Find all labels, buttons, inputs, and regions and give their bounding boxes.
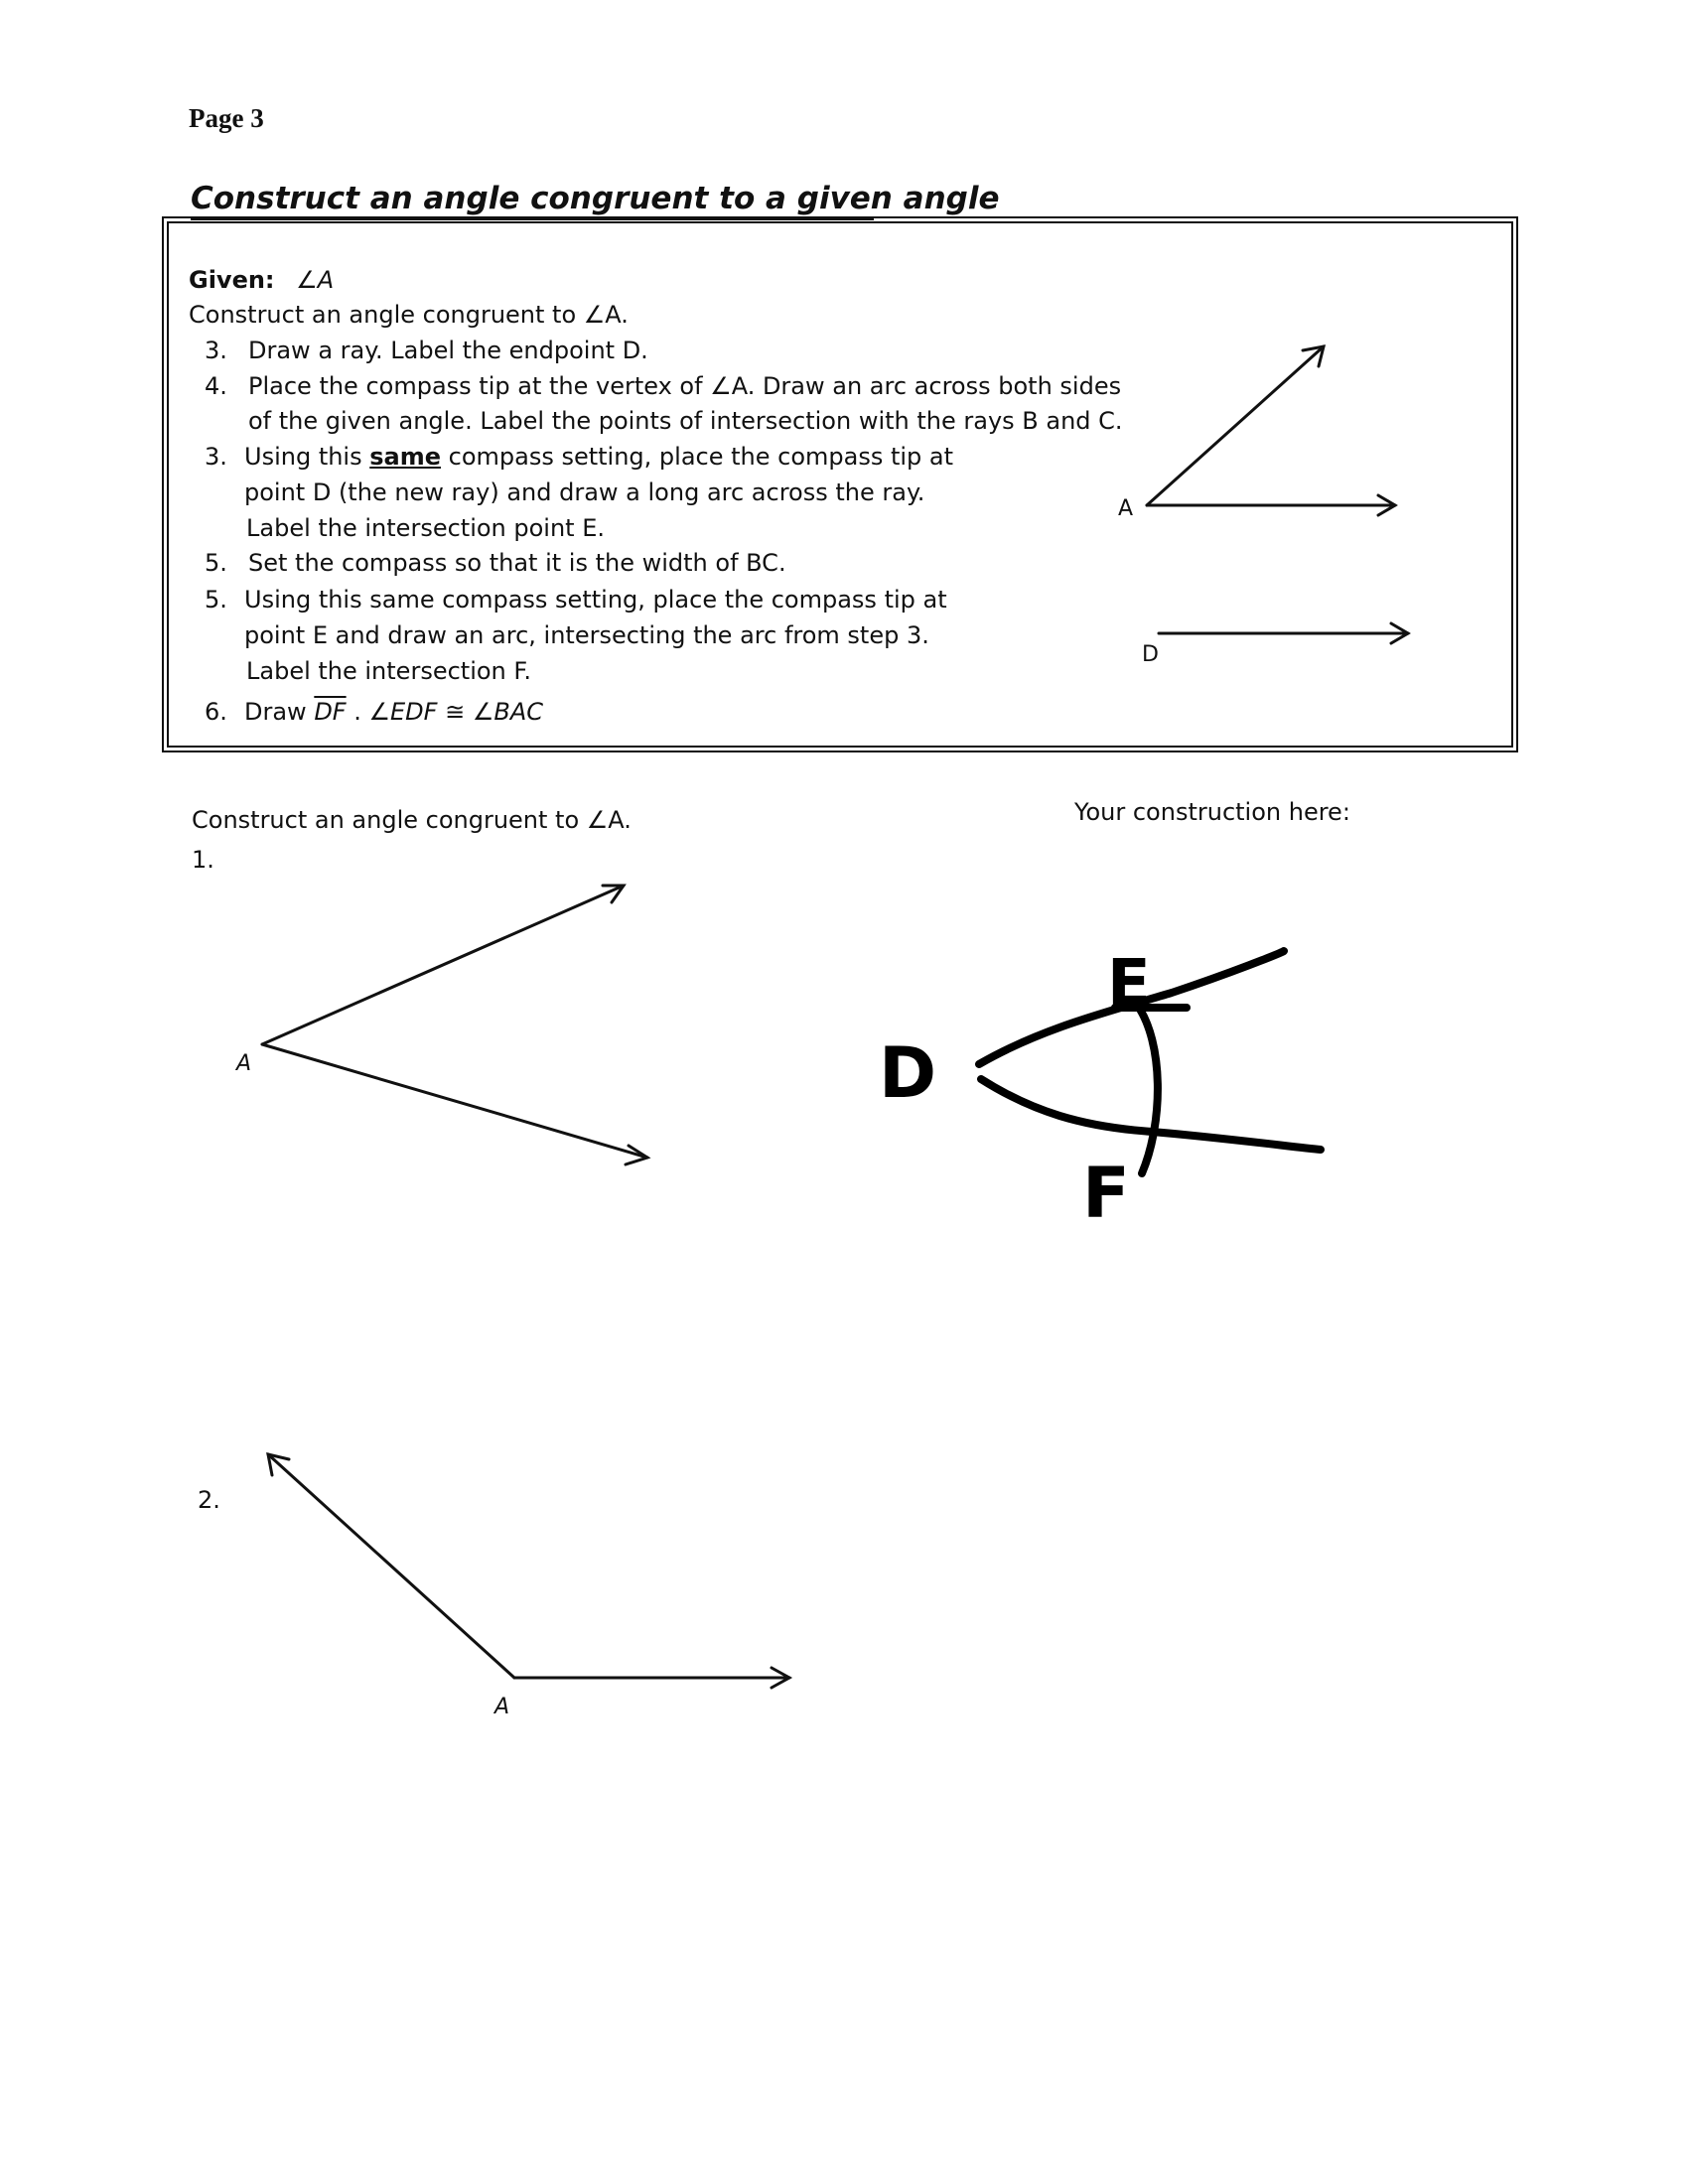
page-label: Page 3 xyxy=(189,103,264,133)
example-angle-a xyxy=(1147,346,1395,515)
exercise-prompt: Construct an angle congruent to ∠A. xyxy=(192,806,632,834)
step-2-cont: of the given angle. Label the points of intersection with the rays B and C. xyxy=(248,407,1123,435)
handwritten-label-f: F xyxy=(1082,1153,1130,1234)
step-3-cont: point D (the new ray) and draw a long arc across the ray. xyxy=(244,478,925,506)
construction-label: Your construction here: xyxy=(1074,798,1350,826)
worksheet-title: Construct an angle congruent to a given angle xyxy=(191,181,874,220)
example-ray-d xyxy=(1159,623,1408,643)
example-vertex-label: A xyxy=(1118,496,1134,521)
step-1: 3. Draw a ray. Label the endpoint D. xyxy=(205,337,648,364)
example-ray-label: D xyxy=(1142,642,1159,667)
given-label: Given: xyxy=(189,266,275,294)
step-3-cont-2: Label the intersection point E. xyxy=(246,514,606,542)
congruence-statement: ∠EDF ≅ ∠BAC xyxy=(368,698,543,726)
step-4: 5. Set the compass so that it is the width of BC. xyxy=(205,549,786,577)
problem-1-angle xyxy=(262,886,647,1164)
step-5-cont-2: Label the intersection F. xyxy=(246,657,531,685)
instructions-intro: Construct an angle congruent to ∠A. xyxy=(189,301,629,329)
problem-2-vertex-label: A xyxy=(494,1695,510,1719)
step-6: 6. Draw $\overline{DF}$ . ∠EDF ≅ ∠BAC xyxy=(205,698,543,726)
emphasis-same: same xyxy=(369,443,441,471)
step-2: 4. Place the compass tip at the vertex of ∠A. Draw an arc across both sides xyxy=(205,372,1122,400)
handwritten-label-d: D xyxy=(879,1032,937,1114)
step-5: 5. Using this same compass setting, place the compass tip at xyxy=(205,586,947,614)
problem-1-vertex-label: A xyxy=(236,1051,252,1076)
problem-2-angle xyxy=(268,1454,789,1688)
step-5-cont: point E and draw an arc, intersecting the arc from step 3. xyxy=(244,621,929,649)
step-3: 3. Using this same compass setting, place the compass tip at xyxy=(205,443,954,471)
handwritten-label-e: E xyxy=(1107,947,1151,1021)
construction-arc xyxy=(1137,1005,1158,1173)
ray-df: $\overline{DF}$ xyxy=(314,698,347,726)
problem-1-number: 1. xyxy=(192,846,214,874)
problem-2-number: 2. xyxy=(198,1486,220,1514)
given-value: ∠A xyxy=(296,266,335,294)
